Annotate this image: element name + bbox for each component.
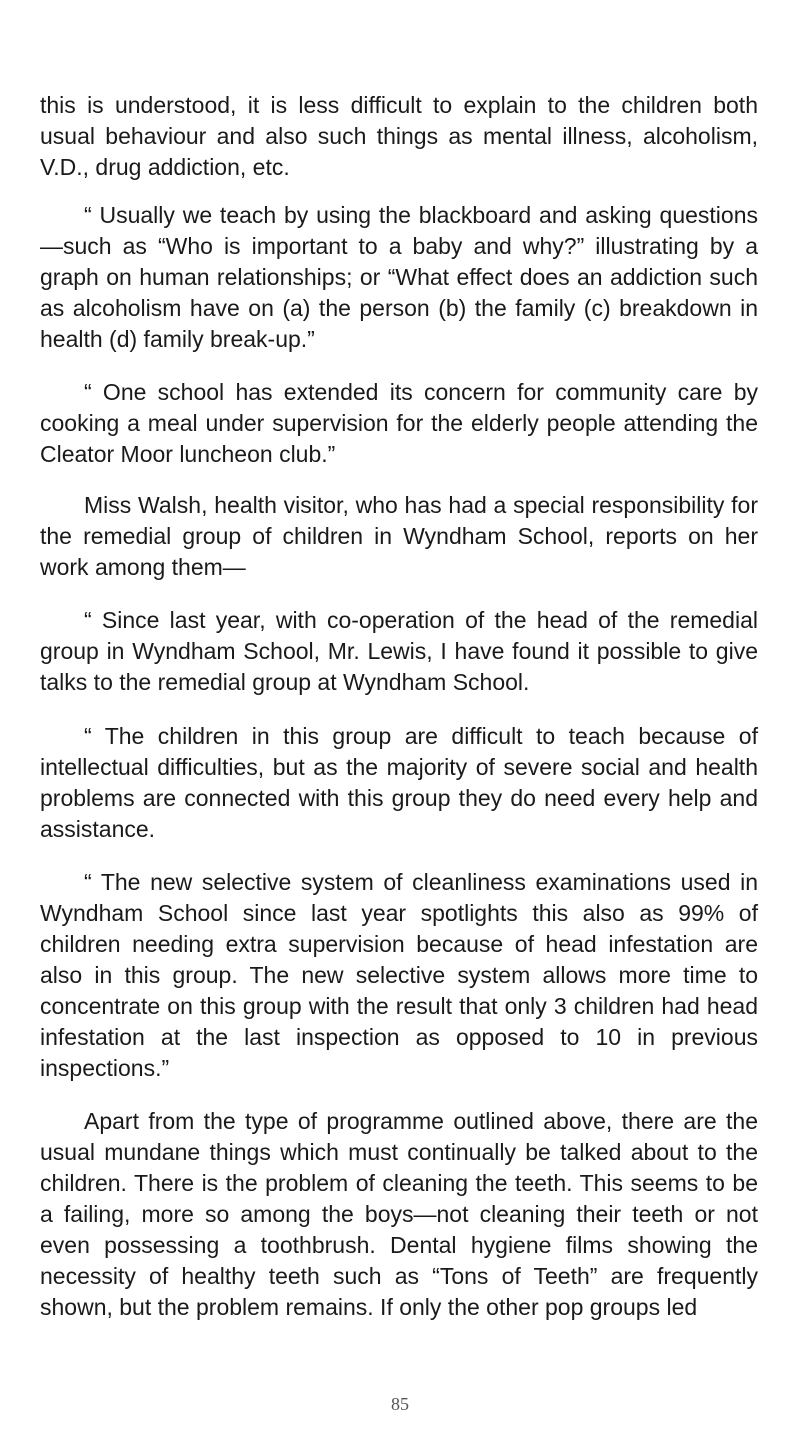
page-number: 85 bbox=[391, 1394, 409, 1414]
paragraph-miss-walsh: Miss Walsh, health visitor, who has had a special responsibility for the remedial group of children in Wyndham School, reports on her work among them— bbox=[40, 492, 758, 580]
document-page bbox=[40, 90, 758, 1323]
paragraph-since-last-year-quote: “ Since last year, with co-operation of the head of the remedial group in Wyndham School, Mr. Lewis, I have found it possible to give talks to the remedial group at Wyndham School. bbox=[40, 607, 758, 695]
paragraph-continuation: this is understood, it is less difficult to explain to the children both usual behaviour and also such things as mental illness, alcoholism, V.D., drug addiction, etc. bbox=[40, 92, 758, 180]
paragraph-community-care-quote: “ One school has extended its concern for community care by cooking a meal under supervision for the elderly people attending the Cleator Moor luncheon club.” bbox=[40, 379, 758, 467]
paragraph-selective-system-quote: “ The new selective system of cleanliness examinations used in Wyndham School since last year spotlights this also as 99% of children needing extra supervision because of head infestation are also in this group. The new selective system allows more time to concentrate on this group with the result that only 3 children had head infestation at the last inspection as opposed to 10 in previous inspections.” bbox=[40, 869, 758, 1081]
paragraph-children-difficult-quote: “ The children in this group are difficult to teach because of intellectual difficulties, but as the majority of severe social and health problems are connected with this group they do need every help and assistance. bbox=[40, 723, 758, 842]
paragraph-blackboard-quote: “ Usually we teach by using the blackboard and asking questions—such as “Who is important to a baby and why?” illustrating by a graph on human relationships; or “What effect does an addiction such as alcoholism have on (a) the person (b) the family (c) breakdown in health (d) family break-up.” bbox=[40, 202, 758, 352]
paragraph-mundane-things: Apart from the type of programme outlined above, there are the usual mundane things which must continually be talked about to the children. There is the problem of cleaning the teeth. This seems to be a failing, more so among the boys—not cleaning their teeth or not even possessing a toothbrush. Dental hygiene films showing the necessity of healthy teeth such as “Tons of Teeth” are frequently shown, but the problem remains. If only the other pop groups led bbox=[40, 1108, 758, 1320]
